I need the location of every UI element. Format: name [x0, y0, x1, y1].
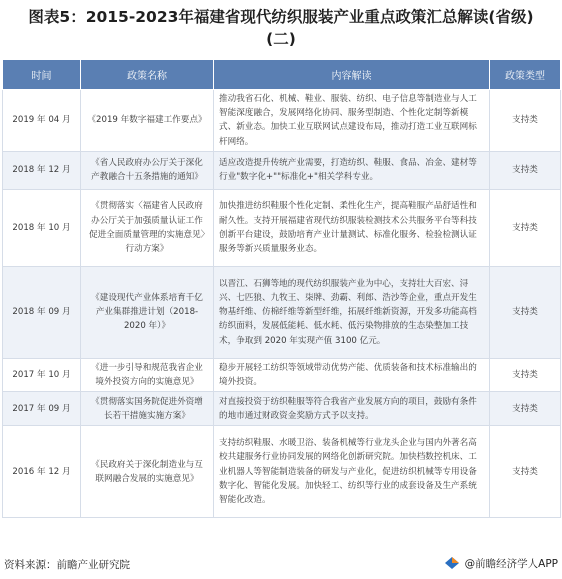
cell-policy: 《2019 年数字福建工作要点》 [81, 90, 214, 152]
cell-time: 2017 年 10 月 [3, 358, 81, 391]
table-row [3, 151, 561, 189]
cell-type: 支持类 [490, 90, 561, 152]
cell-content: 支持纺织鞋服、水暖卫浴、装备机械等行业龙头企业与国内外著名高校共建服务行业协同发展的网络化创新研究院。加快档数控机床、工业机器人等智能制造装备的研发与产业化，促进纺织机械等专用设备数字化、智能化发展。加快轻工、纺织等行业的成套设备及生产系统智能化改造。 [214, 426, 490, 518]
table-row [3, 426, 561, 518]
brand-credit [443, 555, 558, 571]
cell-time: 2019 年 04 月 [3, 90, 81, 152]
cell-policy: 《民政府关于深化制造业与互联网融合发展的实施意见》 [81, 426, 214, 518]
cell-time: 2016 年 12 月 [3, 426, 81, 518]
table-row [3, 90, 561, 152]
cell-content: 推动我省石化、机械、鞋业、服装、纺织、电子信息等制造业与人工智能深度融合，发展网络化协同、服务型制造、个性化定制等新模式、新业态。加快工业互联网试点建设布局，推动打造工业互联网标杆网络。 [214, 90, 490, 152]
cell-time: 2018 年 10 月 [3, 189, 81, 266]
cell-content: 加快推进纺织鞋服个性化定制、柔性化生产，提高鞋服产品舒适性和耐久性。支持开展福建省现代纺织服装检测技术公共服务平台等科技创新平台建设，鼓励培育产业计量测试、标准化服务、检验检测认证服务等新兴质量服务业态。 [214, 189, 490, 266]
brand-label: @前瞻经济学人APP [464, 557, 558, 570]
cell-type: 支持类 [490, 189, 561, 266]
cell-policy: 《贯彻落实〈福建省人民政府办公厅关于加强质量认证工作促进全面质量管理的实施意见〉行动方案》 [81, 189, 214, 266]
cell-time: 2017 年 09 月 [3, 392, 81, 426]
cell-policy: 《进一步引导和规范我省企业境外投资方向的实施意见》 [81, 358, 214, 391]
table-header-row [3, 60, 561, 90]
cell-policy: 《建设现代产业体系培育千亿产业集群推进计划（2018-2020 年）》 [81, 266, 214, 358]
policy-table [2, 59, 561, 518]
source-note: 资料来源：前瞻产业研究院 [4, 559, 130, 571]
cell-type: 支持类 [490, 358, 561, 391]
cell-content: 稳步开展轻工纺织等领域带动优势产能、优质装备和技术标准输出的境外投资。 [214, 358, 490, 391]
table-row [3, 189, 561, 266]
cell-type: 支持类 [490, 392, 561, 426]
cell-policy: 《省人民政府办公厅关于深化产教融合十五条措施的通知》 [81, 151, 214, 189]
qianzhan-logo-icon [443, 555, 461, 571]
cell-type: 支持类 [490, 151, 561, 189]
header-content: 内容解读 [214, 60, 490, 90]
cell-content: 对直接投资于纺织鞋服等符合我省产业发展方向的项目，鼓励有条件的地市通过财政资金奖励方式予以支持。 [214, 392, 490, 426]
table-row [3, 358, 561, 391]
header-policy-name: 政策名称 [81, 60, 214, 90]
cell-time: 2018 年 12 月 [3, 151, 81, 189]
cell-policy: 《贯彻落实国务院促进外资增长若干措施实施方案》 [81, 392, 214, 426]
cell-type: 支持类 [490, 426, 561, 518]
cell-time: 2018 年 09 月 [3, 266, 81, 358]
page-title [0, 6, 562, 50]
cell-content: 适应改造提升传统产业需要，打造纺织、鞋服、食品、冶金、建材等行业"数字化+""标准化+"相关学科专业。 [214, 151, 490, 189]
table-row [3, 392, 561, 426]
title-line-2: (二) [266, 30, 296, 48]
cell-type: 支持类 [490, 266, 561, 358]
header-policy-type: 政策类型 [490, 60, 561, 90]
table-row [3, 266, 561, 358]
header-time: 时间 [3, 60, 81, 90]
policy-table-container [2, 59, 560, 518]
cell-content: 以晋江、石狮等地的现代纺织服装产业为中心，支持壮大百宏、浔兴、七匹狼、九牧王、柒牌、劲霸、利郎、浩沙等企业，重点开发生物基纤维、仿棉纤维等新型纤维，拓展纤维新资源，开发多功能高档纺织面料，发展低能耗、低水耗、低污染物排放的生态染整加工技术，争取到 2020 年实现产值 3100 亿元。 [214, 266, 490, 358]
title-line-1: 图表5：2015-2023年福建省现代纺织服装产业重点政策汇总解读(省级) [28, 8, 534, 26]
